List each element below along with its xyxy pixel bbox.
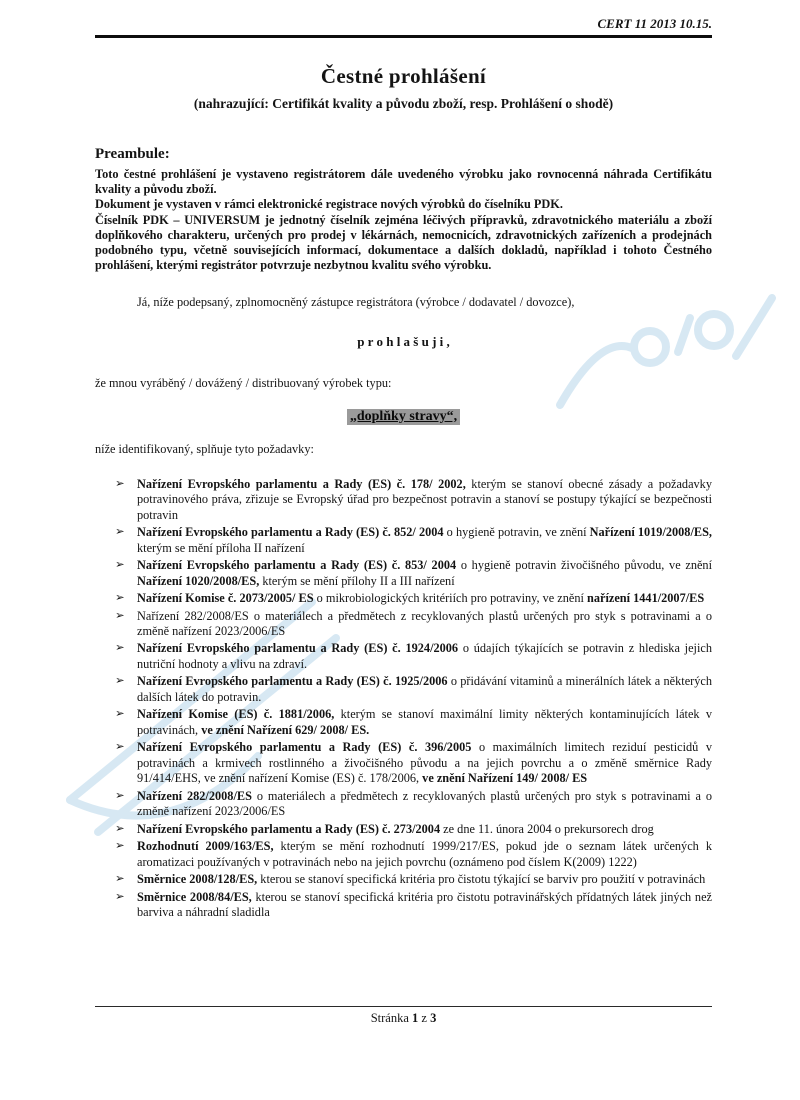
requirement-item <box>115 674 712 705</box>
arrow-bullet-icon: ➢ <box>115 675 125 688</box>
text-segment: ve znění Nařízení 629/ 2008/ ES. <box>201 722 370 737</box>
requirement-item <box>115 609 712 640</box>
preamble-paragraph: Dokument je vystaven v rámci elektronické registrace nových výrobků do číselníku PDK. <box>95 197 563 212</box>
text-segment: o materiálech a předmětech z recyklovaných plastů určených pro styk s potravinami a o změně nařízení 2023/2006/ES <box>137 788 712 819</box>
text-segment: 1 <box>412 1011 419 1025</box>
document-code: CERT 11 2013 10.15. <box>597 16 712 31</box>
text-segment: Nařízení Komise č. 2073/2005/ ES <box>137 591 314 606</box>
text-segment: Nařízení Evropského parlamentu a Rady (ES) č. 1924/2006 <box>137 641 459 656</box>
preamble-paragraph: Číselník PDK – UNIVERSUM je jednotný číselník zejména léčivých přípravků, zdravotnického materiálu a zboží doplňkového charakteru, určených pro prodej v lékárnách, nemocnicích, zdravotnických zařízeních a prodejnách podobného typu, včetně souvisejících informací, dokumentace a dalších dokladů, například i tohoto Čestného prohlášení, kterými registrátor potvrzuje nezbytnou kvalitu svého výrobku. <box>95 212 712 273</box>
text-segment: Nařízení 282/2008/ES <box>137 788 252 803</box>
requirements-intro: níže identifikovaný, splňuje tyto požadavky: <box>95 441 314 456</box>
arrow-bullet-icon: ➢ <box>115 592 125 605</box>
product-type-line <box>95 407 712 425</box>
text-segment: Nařízení Evropského parlamentu a Rady (ES) č. 852/ 2004 <box>137 525 444 540</box>
arrow-bullet-icon: ➢ <box>115 609 125 622</box>
requirement-text <box>137 822 712 837</box>
text-segment: o přidávání vitaminů a minerálních látek a některých dalších látek do potravin. <box>137 674 712 704</box>
requirement-item <box>115 591 712 606</box>
requirement-text <box>137 609 712 640</box>
text-segment: Nařízení Evropského parlamentu a Rady (ES) č. 853/ 2004 <box>137 558 457 573</box>
declaration-intro: Já, níže podepsaný, zplnomocněný zástupce registrátora (výrobce / dodavatel / dovozce), <box>137 294 575 309</box>
requirement-text <box>137 890 712 921</box>
text-segment: o maximálních limitech reziduí pesticidů v potravinách a krmivech rostlinného a živočišného původu a na jejich povrchu a o změně směrnice Rady 91/414/EHS, ve znění nařízení Komise (ES) č. 178/2006, <box>137 740 712 786</box>
requirement-item <box>115 839 712 870</box>
text-segment: o mikrobiologických kritériích pro potraviny, ve znění <box>313 591 588 606</box>
requirement-item <box>115 740 712 786</box>
document-title: Čestné prohlášení <box>320 64 487 88</box>
requirement-text <box>137 674 712 705</box>
arrow-bullet-icon: ➢ <box>115 526 125 539</box>
preamble-heading: Preambule: <box>95 146 170 162</box>
text-segment: Nařízení 1019/2008/ES, <box>589 525 712 540</box>
requirement-item <box>115 558 712 589</box>
text-segment: Nařízení 1020/2008/ES, <box>137 573 260 588</box>
requirement-item <box>115 822 712 837</box>
header-rule <box>95 35 712 38</box>
arrow-bullet-icon: ➢ <box>115 890 125 903</box>
requirement-text <box>137 707 712 738</box>
preamble-body <box>95 167 712 274</box>
requirement-text <box>137 477 712 523</box>
text-segment: Nařízení Evropského parlamentu a Rady (ES) č. 273/2004 <box>137 821 441 836</box>
text-segment: Nařízení Komise (ES) č. 1881/2006, <box>137 707 335 722</box>
text-segment: kterým se mění rozhodnutí 1999/217/ES, pokud jde o seznam látek určených k aromatizaci používaných v potravinách nebo na jejich povrchu (oznámeno pod číslem K(2009) 1222) <box>137 839 712 869</box>
text-segment: z <box>418 1011 431 1025</box>
arrow-bullet-icon: ➢ <box>115 741 125 754</box>
text-segment: Nařízení Evropského parlamentu a Rady (ES) č. 396/2005 <box>137 740 472 755</box>
requirement-text <box>137 872 712 887</box>
requirement-text <box>137 641 712 672</box>
text-segment: Nařízení Evropského parlamentu a Rady (ES) č. 178/ 2002, <box>137 476 466 491</box>
product-type-lead: že mnou vyráběný / dovážený / distribuovaný výrobek typu: <box>95 375 392 390</box>
text-segment: Rozhodnutí 2009/163/ES, <box>137 839 274 854</box>
text-segment: kterou se stanoví specifická kritéria pro čistotu týkající se barviv pro použití v potravinách <box>257 872 706 887</box>
text-segment: Směrnice 2008/84/ES, <box>137 889 252 904</box>
text-segment: o údajích týkajících se potravin z hlediska jejich nutriční hodnoty a vlivu na zdraví. <box>137 641 712 671</box>
arrow-bullet-icon: ➢ <box>115 477 125 490</box>
requirement-text <box>137 558 712 589</box>
text-segment: Stránka <box>370 1011 412 1025</box>
requirement-text <box>137 740 712 786</box>
arrow-bullet-icon: ➢ <box>115 708 125 721</box>
text-segment: kterým se mění příloha II nařízení <box>137 540 305 555</box>
requirement-item <box>115 890 712 921</box>
arrow-bullet-icon: ➢ <box>115 840 125 853</box>
product-type-highlight: „doplňky stravy“, <box>347 409 460 425</box>
text-segment: nařízení 1441/2007/ES <box>587 591 705 606</box>
text-segment: ve znění Nařízení 149/ 2008/ ES <box>422 771 588 786</box>
requirement-text <box>137 591 712 606</box>
text-segment: o hygieně potravin živočišného původu, ve znění <box>456 558 712 573</box>
requirement-item <box>115 707 712 738</box>
text-segment: o hygieně potravin, ve znění <box>443 525 590 540</box>
text-segment: kterým se mění přílohy II a III nařízení <box>259 573 455 588</box>
requirement-item <box>115 872 712 887</box>
requirement-item <box>115 789 712 820</box>
arrow-bullet-icon: ➢ <box>115 789 125 802</box>
arrow-bullet-icon: ➢ <box>115 873 125 886</box>
requirement-item <box>115 477 712 523</box>
requirement-text <box>137 525 712 556</box>
text-segment: kterou se stanoví specifická kritéria pro čistotu potravinářských přídatných látek jiných než barviva a náhradní sladidla <box>137 889 712 920</box>
text-segment: kterým se stanoví maximální limity některých kontaminujících látek v potravinách, <box>137 707 712 737</box>
document-subtitle: (nahrazující: Certifikát kvality a původu zboží, resp. Prohlášení o shodě) <box>193 96 614 111</box>
arrow-bullet-icon: ➢ <box>115 559 125 572</box>
page-footer <box>95 1006 712 1026</box>
requirements-list <box>95 477 712 921</box>
preamble-paragraph: Toto čestné prohlášení je vystaveno registrátorem dále uvedeného výrobku jako rovnocenná náhrada Certifikátu kvality a původu zboží. <box>95 167 712 197</box>
requirement-text <box>137 839 712 870</box>
text-segment: kterým se stanoví obecné zásady a požadavky potravinového práva, zřizuje se Evropský úřad pro bezpečnost potravin a stanoví se postupy týkající se bezpečnosti potravin <box>137 476 712 522</box>
declaration-verb: p r o h l a š u j i , <box>357 333 450 349</box>
arrow-bullet-icon: ➢ <box>115 822 125 835</box>
text-segment: Nařízení 282/2008/ES o materiálech a předmětech z recyklovaných plastů určených pro styk s potravinami a o změně nařízení 2023/2006/ES <box>137 608 712 638</box>
text-segment: Směrnice 2008/128/ES, <box>137 872 258 887</box>
requirement-item <box>115 525 712 556</box>
requirement-item <box>115 641 712 672</box>
text-segment: Nařízení Evropského parlamentu a Rady (ES) č. 1925/2006 <box>137 674 448 689</box>
text-segment: 3 <box>430 1011 437 1025</box>
text-segment: ze dne 11. února 2004 o prekursorech drog <box>440 821 654 836</box>
requirement-text <box>137 789 712 820</box>
page-number-label <box>371 1011 437 1025</box>
arrow-bullet-icon: ➢ <box>115 642 125 655</box>
